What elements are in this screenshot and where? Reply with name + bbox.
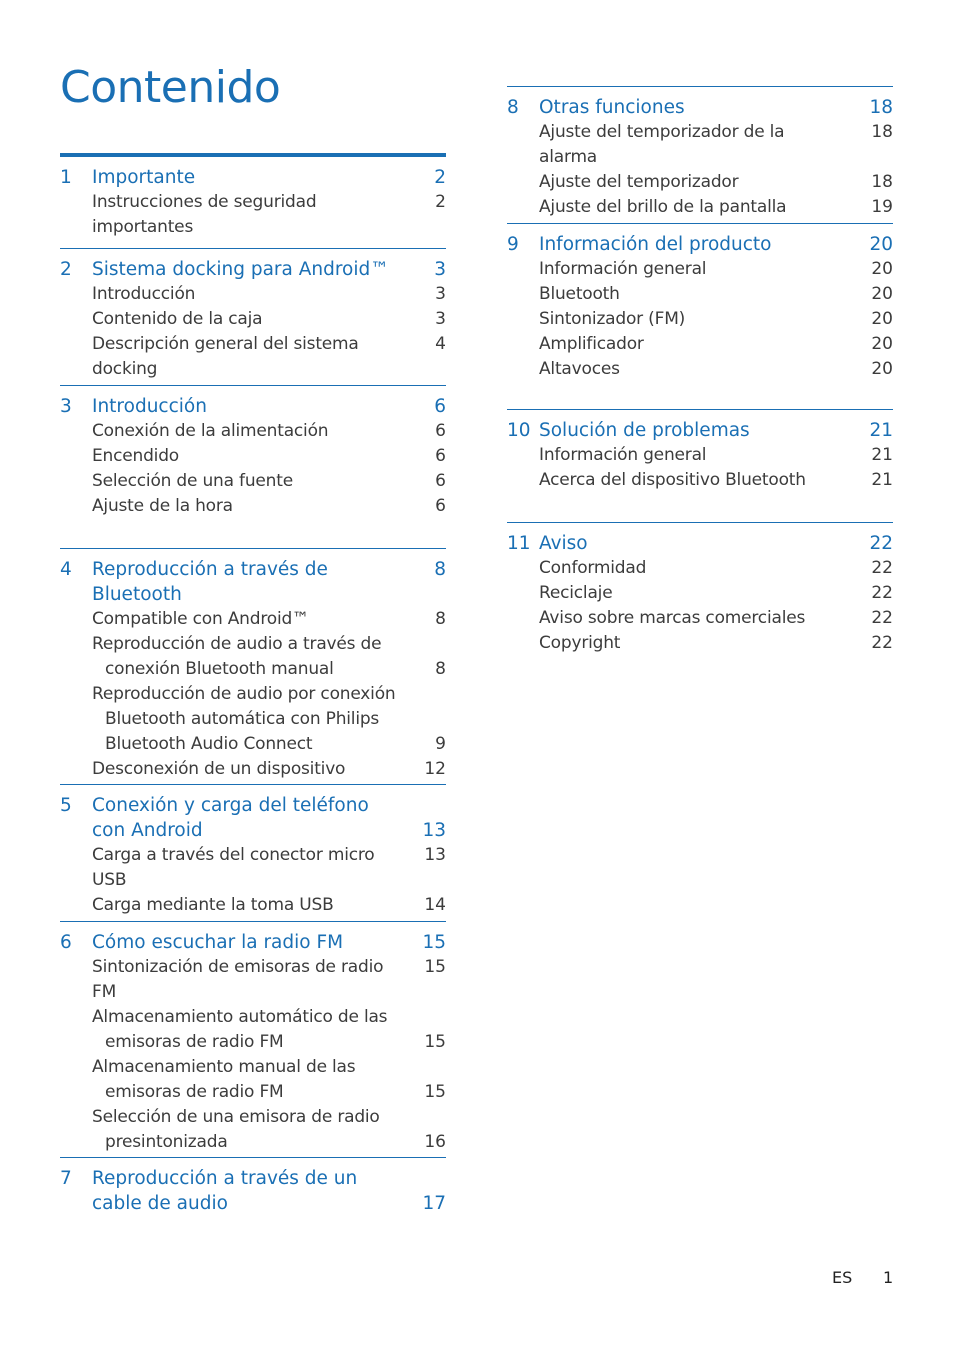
toc-entry-text: Sintonización de emisoras de radio FM: [92, 957, 384, 1002]
toc-entry[interactable]: [60, 1105, 446, 1155]
toc-section-1: [60, 153, 446, 240]
toc-entry-page-number: 3: [435, 284, 446, 304]
toc-entry-text: Carga a través del conector micro USB: [92, 845, 375, 890]
toc-section-7: [60, 1157, 446, 1216]
toc-entry-page-number: 13: [424, 845, 446, 865]
toc-entry[interactable]: [507, 631, 893, 656]
toc-entry[interactable]: [60, 282, 446, 307]
toc-entry-line: emisoras de radio FM: [105, 1082, 284, 1102]
toc-entry-text: Bluetooth: [539, 284, 620, 304]
toc-entry-page-number: 2: [435, 192, 446, 212]
toc-chapter-heading[interactable]: [507, 418, 893, 443]
chapter-number: 7: [60, 1168, 72, 1189]
chapter-page-number: 20: [869, 234, 893, 255]
chapter-number: 9: [507, 234, 519, 255]
toc-entry[interactable]: [507, 468, 893, 493]
toc-section-4: [60, 548, 446, 782]
toc-entry-text: [92, 1005, 410, 1055]
toc-entry[interactable]: [507, 307, 893, 332]
chapter-title: Información del producto: [539, 234, 772, 255]
toc-entry[interactable]: [60, 632, 446, 682]
toc-entry-line: Almacenamiento automático de las: [92, 1007, 388, 1027]
toc-entry-page-number: 15: [424, 1032, 446, 1052]
chapter-number: 11: [507, 533, 531, 554]
chapter-number: 10: [507, 420, 531, 441]
page-title: Contenido: [60, 62, 281, 113]
toc-entry-text: Aviso sobre marcas comerciales: [539, 608, 806, 628]
toc-entry[interactable]: [60, 843, 446, 893]
toc-entry-text: Ajuste del temporizador de la alarma: [539, 122, 785, 167]
toc-entry-page-number: 20: [871, 359, 893, 379]
toc-entry-text: [92, 1105, 410, 1155]
toc-entry-page-number: 18: [871, 122, 893, 142]
toc-section-8: [507, 86, 893, 220]
toc-section-9: [507, 223, 893, 382]
toc-entry-text: Amplificador: [539, 334, 644, 354]
toc-entry-line: Almacenamiento manual de las: [92, 1057, 356, 1077]
toc-entry-text: Selección de una fuente: [92, 471, 293, 491]
toc-entry-text: Ajuste de la hora: [92, 496, 233, 516]
chapter-title: Introducción: [92, 396, 207, 417]
toc-chapter-heading[interactable]: [60, 165, 446, 190]
toc-entry[interactable]: [60, 682, 446, 757]
chapter-title-line: Reproducción a través de un: [92, 1168, 358, 1189]
toc-entry-page-number: 9: [435, 734, 446, 754]
chapter-number: 4: [60, 559, 72, 580]
toc-entry[interactable]: [60, 494, 446, 519]
toc-entry-page-number: 8: [435, 659, 446, 679]
chapter-page-number: 2: [434, 167, 446, 188]
toc-entry[interactable]: [507, 332, 893, 357]
toc-entry-page-number: 8: [435, 609, 446, 629]
chapter-page-number: 8: [434, 559, 446, 580]
toc-entry-page-number: 6: [435, 496, 446, 516]
toc-entry-page-number: 15: [424, 1082, 446, 1102]
toc-chapter-heading[interactable]: [507, 531, 893, 556]
toc-entry-text: Conexión de la alimentación: [92, 421, 329, 441]
chapter-page-number: 22: [869, 533, 893, 554]
chapter-title: Solución de problemas: [539, 420, 750, 441]
toc-entry[interactable]: [60, 757, 446, 782]
toc-entry-text: Descripción general del sistema docking: [92, 334, 359, 379]
toc-entry[interactable]: [507, 581, 893, 606]
chapter-title: Cómo escuchar la radio FM: [92, 932, 344, 953]
toc-entry-line: conexión Bluetooth manual: [105, 659, 334, 679]
toc-entry-text: Información general: [539, 445, 707, 465]
toc-entry-page-number: 22: [871, 583, 893, 603]
footer-language: ES: [832, 1268, 853, 1287]
toc-entry-page-number: 15: [424, 957, 446, 977]
toc-chapter-heading[interactable]: [60, 394, 446, 419]
toc-entry-text: Encendido: [92, 446, 180, 466]
toc-entry-text: [92, 632, 410, 682]
toc-entry[interactable]: [507, 443, 893, 468]
toc-entry-text: Sintonizador (FM): [539, 309, 686, 329]
toc-chapter-heading[interactable]: [60, 930, 446, 955]
toc-entry-page-number: 19: [871, 197, 893, 217]
chapter-title: [92, 1166, 410, 1216]
toc-entry-page-number: 3: [435, 309, 446, 329]
toc-entry-text: Conformidad: [539, 558, 647, 578]
toc-section-2: [60, 248, 446, 382]
toc-entry-text: Altavoces: [539, 359, 620, 379]
toc-entry[interactable]: [60, 307, 446, 332]
toc-entry-page-number: 21: [871, 445, 893, 465]
toc-entry[interactable]: [60, 607, 446, 632]
chapter-page-number: 13: [422, 820, 446, 841]
toc-entry-page-number: 18: [871, 172, 893, 192]
toc-entry-text: Acerca del dispositivo Bluetooth: [539, 470, 806, 490]
toc-entry-line: Selección de una emisora de radio: [92, 1107, 380, 1127]
toc-entry-line: presintonizada: [105, 1132, 228, 1152]
toc-entry[interactable]: [507, 606, 893, 631]
chapter-title-line: cable de audio: [92, 1193, 228, 1214]
toc-entry[interactable]: [60, 332, 446, 382]
toc-entry-line: emisoras de radio FM: [105, 1032, 284, 1052]
chapter-number: 3: [60, 396, 72, 417]
toc-entry[interactable]: [60, 1055, 446, 1105]
chapter-page-number: 3: [434, 259, 446, 280]
toc-entry[interactable]: [507, 282, 893, 307]
toc-section-6: [60, 921, 446, 1155]
toc-entry[interactable]: [507, 357, 893, 382]
toc-entry-page-number: 22: [871, 633, 893, 653]
toc-entry-page-number: 6: [435, 471, 446, 491]
toc-entry-text: Desconexión de un dispositivo: [92, 759, 346, 779]
chapter-number: 8: [507, 97, 519, 118]
chapter-page-number: 18: [869, 97, 893, 118]
toc-entry-text: Ajuste del temporizador: [539, 172, 739, 192]
toc-entry-page-number: 21: [871, 470, 893, 490]
toc-entry-text: [92, 1055, 410, 1105]
toc-entry-text: Ajuste del brillo de la pantalla: [539, 197, 787, 217]
toc-entry-page-number: 4: [435, 334, 446, 354]
toc-chapter-heading[interactable]: [60, 257, 446, 282]
toc-entry-text: Instrucciones de seguridad importantes: [92, 192, 317, 237]
toc-entry[interactable]: [60, 1005, 446, 1055]
toc-entry[interactable]: [507, 170, 893, 195]
toc-entry-text: Contenido de la caja: [92, 309, 263, 329]
toc-entry[interactable]: [60, 444, 446, 469]
toc-entry-text: Introducción: [92, 284, 196, 304]
chapter-number: 2: [60, 259, 72, 280]
toc-entry-page-number: 14: [424, 895, 446, 915]
toc-entry-page-number: 20: [871, 334, 893, 354]
toc-chapter-heading[interactable]: [60, 1166, 446, 1216]
chapter-title: Aviso: [539, 533, 588, 554]
toc-entry-page-number: 20: [871, 259, 893, 279]
toc-entry[interactable]: [60, 469, 446, 494]
toc-entry[interactable]: [60, 190, 446, 240]
toc-entry[interactable]: [60, 893, 446, 918]
chapter-title: Importante: [92, 167, 196, 188]
chapter-page-number: 21: [869, 420, 893, 441]
toc-entry-page-number: 22: [871, 558, 893, 578]
toc-entry-text: Compatible con Android™: [92, 609, 309, 629]
toc-entry-page-number: 20: [871, 284, 893, 304]
toc-entry[interactable]: [60, 419, 446, 444]
chapter-number: 6: [60, 932, 72, 953]
chapter-number: 5: [60, 795, 72, 816]
toc-entry-page-number: 6: [435, 421, 446, 441]
toc-chapter-heading[interactable]: [60, 557, 446, 607]
toc-chapter-heading[interactable]: [507, 95, 893, 120]
toc-entry[interactable]: [507, 556, 893, 581]
toc-entry[interactable]: [507, 257, 893, 282]
toc-entry-page-number: 22: [871, 608, 893, 628]
toc-section-10: [507, 409, 893, 493]
chapter-number: 1: [60, 167, 72, 188]
toc-entry[interactable]: [60, 955, 446, 1005]
toc-entry-page-number: 12: [424, 759, 446, 779]
toc-section-5: [60, 784, 446, 918]
toc-entry-line: Bluetooth automática con Philips: [105, 709, 380, 729]
toc-entry-text: Reciclaje: [539, 583, 613, 603]
toc-entry-text: Copyright: [539, 633, 621, 653]
toc-entry-line: Bluetooth Audio Connect: [105, 734, 313, 754]
chapter-title: Otras funciones: [539, 97, 685, 118]
toc-entry-page-number: 20: [871, 309, 893, 329]
footer-page-number: 1: [883, 1268, 894, 1287]
chapter-page-number: 15: [422, 932, 446, 953]
chapter-title: Reproducción a través de Bluetooth: [92, 559, 328, 605]
chapter-title: Sistema docking para Android™: [92, 259, 389, 280]
toc-section-3: [60, 385, 446, 519]
toc-entry-text: Carga mediante la toma USB: [92, 895, 334, 915]
toc-entry-page-number: 6: [435, 446, 446, 466]
chapter-page-number: 6: [434, 396, 446, 417]
toc-entry-text: Información general: [539, 259, 707, 279]
toc-chapter-heading[interactable]: [60, 793, 446, 843]
chapter-title-line: Conexión y carga del teléfono: [92, 795, 369, 816]
toc-entry-line: Reproducción de audio a través de: [92, 634, 382, 654]
toc-entry-line: Reproducción de audio por conexión: [92, 684, 396, 704]
chapter-title: [92, 793, 410, 843]
toc-entry[interactable]: [507, 195, 893, 220]
chapter-title-line: con Android: [92, 820, 203, 841]
toc-entry-page-number: 16: [424, 1132, 446, 1152]
chapter-page-number: 17: [422, 1193, 446, 1214]
toc-section-11: [507, 522, 893, 656]
toc-entry-text: [92, 682, 410, 757]
toc-chapter-heading[interactable]: [507, 232, 893, 257]
toc-entry[interactable]: [507, 120, 893, 170]
